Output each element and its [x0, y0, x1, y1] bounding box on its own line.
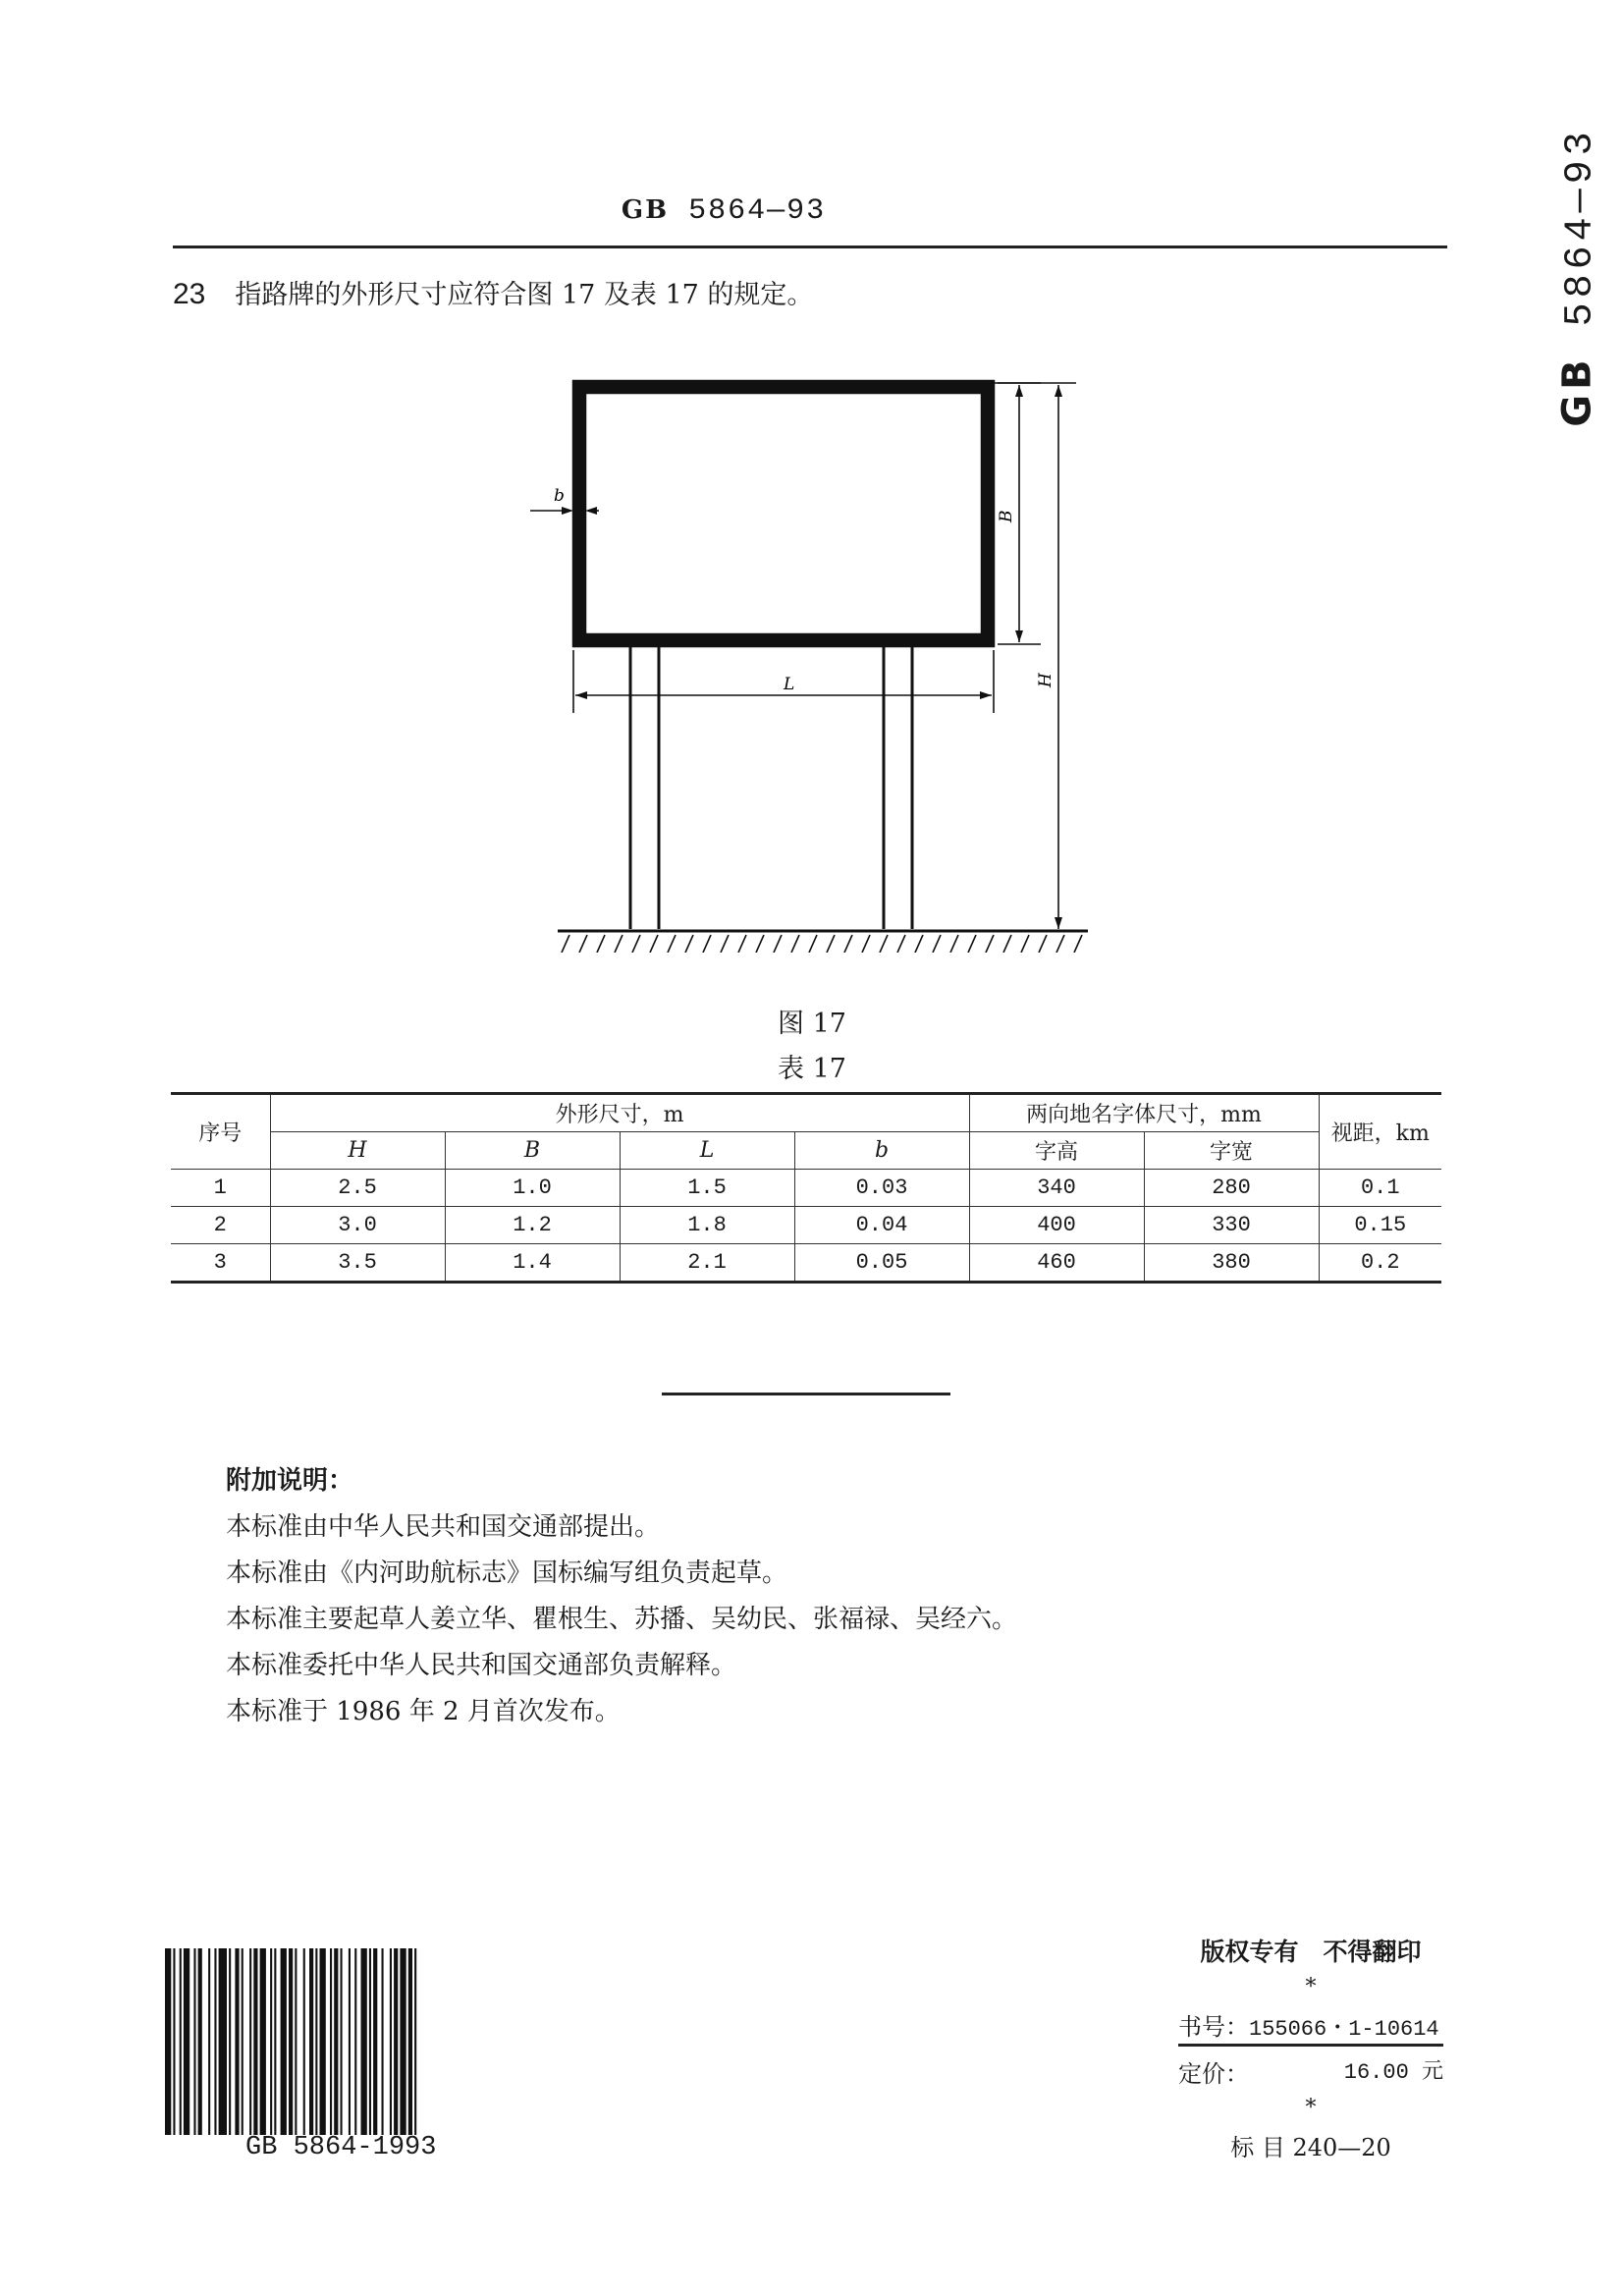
- header-H: H: [270, 1132, 445, 1170]
- table-cell: 2.5: [270, 1170, 445, 1207]
- star-mark: *: [1305, 1975, 1317, 1999]
- barcode-bar: [219, 1948, 227, 2135]
- barcode-bar: [165, 1948, 171, 2135]
- side-margin-code: [1555, 127, 1603, 426]
- table-cell: 0.03: [794, 1170, 969, 1207]
- barcode-image: [165, 1948, 504, 2135]
- table-cell: 2: [171, 1207, 270, 1244]
- barcode-bar: [249, 1948, 251, 2135]
- table-cell: 3: [171, 1244, 270, 1283]
- table-cell: 1.8: [620, 1207, 794, 1244]
- dimension-table: [171, 1092, 1441, 1284]
- header-outer-dims: 外形尺寸，m: [270, 1094, 969, 1132]
- header-b: b: [794, 1132, 969, 1170]
- barcode-bar: [361, 1948, 367, 2135]
- header-standard-prefix: GB: [621, 195, 670, 225]
- barcode-bar: [193, 1948, 195, 2135]
- barcode-text: GB 5864-1993: [245, 2133, 437, 2162]
- barcode-bar: [173, 1948, 175, 2135]
- barcode-bar: [198, 1948, 202, 2135]
- header-B: B: [445, 1132, 620, 1170]
- table-cell: 460: [969, 1244, 1144, 1283]
- barcode-bar: [394, 1948, 398, 2135]
- copyright-notice: 版权专有 不得翻印: [1200, 1938, 1422, 1966]
- notes-line: 本标准由《内河助航标志》国标编写组负责起草。: [226, 1558, 788, 1588]
- barcode-bar: [235, 1948, 239, 2135]
- barcode-bar: [253, 1948, 257, 2135]
- barcode-bar: [369, 1948, 371, 2135]
- catalog-number: 标 目 240—20: [1230, 2134, 1391, 2161]
- table-cell: 1.0: [445, 1170, 620, 1207]
- support-posts: [630, 646, 912, 929]
- table-cell: 400: [969, 1207, 1144, 1244]
- table-cell: 1: [171, 1170, 270, 1207]
- ground-line: [558, 931, 1088, 953]
- label-H: H: [1036, 673, 1056, 687]
- header-char-width: 字宽: [1144, 1132, 1319, 1170]
- table-cell: 330: [1144, 1207, 1319, 1244]
- barcode-bar: [260, 1948, 266, 2135]
- label-b: b: [554, 486, 565, 506]
- publication-info: [1178, 1933, 1443, 2162]
- barcode-bar: [330, 1948, 332, 2135]
- barcode-bar: [320, 1948, 326, 2135]
- barcode-bar: [295, 1948, 297, 2135]
- table-cell: 380: [1144, 1244, 1319, 1283]
- barcode-bar: [242, 1948, 244, 2135]
- barcode-bar: [349, 1948, 351, 2135]
- price-value: 16.00 元: [1343, 2060, 1443, 2085]
- barcode-bar: [390, 1948, 392, 2135]
- header-char-height: 字高: [969, 1132, 1144, 1170]
- table-row: [171, 1207, 1441, 1244]
- barcode-bar: [354, 1948, 356, 2135]
- barcode-bar: [180, 1948, 182, 2135]
- label-L: L: [784, 675, 795, 694]
- notes-title: 附加说明：: [226, 1466, 354, 1496]
- figure-caption: 图 17: [778, 1009, 846, 1039]
- header-standard-code: 5864—93: [688, 194, 827, 228]
- barcode-bar: [414, 1948, 416, 2135]
- table-cell: 280: [1144, 1170, 1319, 1207]
- table-cell: 1.4: [445, 1244, 620, 1283]
- barcode-bar: [309, 1948, 313, 2135]
- barcode-bar: [334, 1948, 338, 2135]
- price-label: 定价：: [1178, 2060, 1249, 2088]
- header-seq: 序号: [171, 1094, 270, 1170]
- header-view-distance: 视距，km: [1319, 1094, 1441, 1170]
- label-B: B: [997, 510, 1016, 522]
- clause-number: 23: [173, 278, 206, 310]
- notes-line: 本标准主要起草人姜立华、瞿根生、苏播、吴幼民、张福禄、吴经六。: [226, 1605, 1018, 1634]
- table-cell: 0.15: [1319, 1207, 1441, 1244]
- price-row: [1178, 2054, 1443, 2089]
- page-header: [0, 194, 1447, 228]
- table-cell: 3.0: [270, 1207, 445, 1244]
- book-number-value: 155066・1-10614: [1249, 2017, 1439, 2042]
- clause-text: 指路牌的外形尺寸应符合图 17 及表 17 的规定。: [235, 280, 814, 310]
- side-standard-prefix: GB: [1554, 355, 1600, 427]
- barcode-bar: [229, 1948, 231, 2135]
- notes-line: 本标准于 1986 年 2 月首次发布。: [226, 1697, 621, 1726]
- table-cell: 3.5: [270, 1244, 445, 1283]
- table-row: [171, 1170, 1441, 1207]
- header-L: L: [620, 1132, 794, 1170]
- barcode-bar: [408, 1948, 412, 2135]
- notes-line: 本标准由中华人民共和国交通部提出。: [226, 1512, 661, 1542]
- barcode-bar: [315, 1948, 317, 2135]
- section-divider: [662, 1393, 950, 1395]
- clause-23: [173, 273, 813, 311]
- table-cell: 2.1: [620, 1244, 794, 1283]
- barcode-bar: [289, 1948, 293, 2135]
- header-font-dims: 两向地名字体尺寸，mm: [969, 1094, 1319, 1132]
- star-mark: *: [1305, 2096, 1317, 2120]
- sign-panel: [573, 381, 994, 646]
- barcode-bar: [382, 1948, 384, 2135]
- barcode-bar: [303, 1948, 305, 2135]
- barcode-bar: [373, 1948, 377, 2135]
- book-number: [1178, 2007, 1443, 2047]
- table-cell: 0.1: [1319, 1170, 1441, 1207]
- barcode-bar: [214, 1948, 216, 2135]
- table-cell: 1.2: [445, 1207, 620, 1244]
- barcode-bar: [270, 1948, 272, 2135]
- table-cell: 340: [969, 1170, 1144, 1207]
- barcode-bar: [341, 1948, 343, 2135]
- table-cell: 0.04: [794, 1207, 969, 1244]
- notes-line: 本标准委托中华人民共和国交通部负责解释。: [226, 1651, 737, 1680]
- table-cell: 0.05: [794, 1244, 969, 1283]
- book-number-label: 书号：: [1178, 2013, 1249, 2041]
- barcode-bar: [400, 1948, 406, 2135]
- signboard-diagram: [530, 363, 1100, 953]
- header-rule: [173, 246, 1447, 248]
- barcode-bar: [184, 1948, 189, 2135]
- side-standard-code: 5864—93: [1558, 127, 1603, 327]
- additional-notes: [226, 1458, 1017, 1735]
- barcode-bar: [274, 1948, 276, 2135]
- barcode-bar: [281, 1948, 287, 2135]
- table-cell: 0.2: [1319, 1244, 1441, 1283]
- table-row: [171, 1244, 1441, 1283]
- table-cell: 1.5: [620, 1170, 794, 1207]
- table-caption: 表 17: [778, 1054, 846, 1084]
- barcode-bar: [208, 1948, 210, 2135]
